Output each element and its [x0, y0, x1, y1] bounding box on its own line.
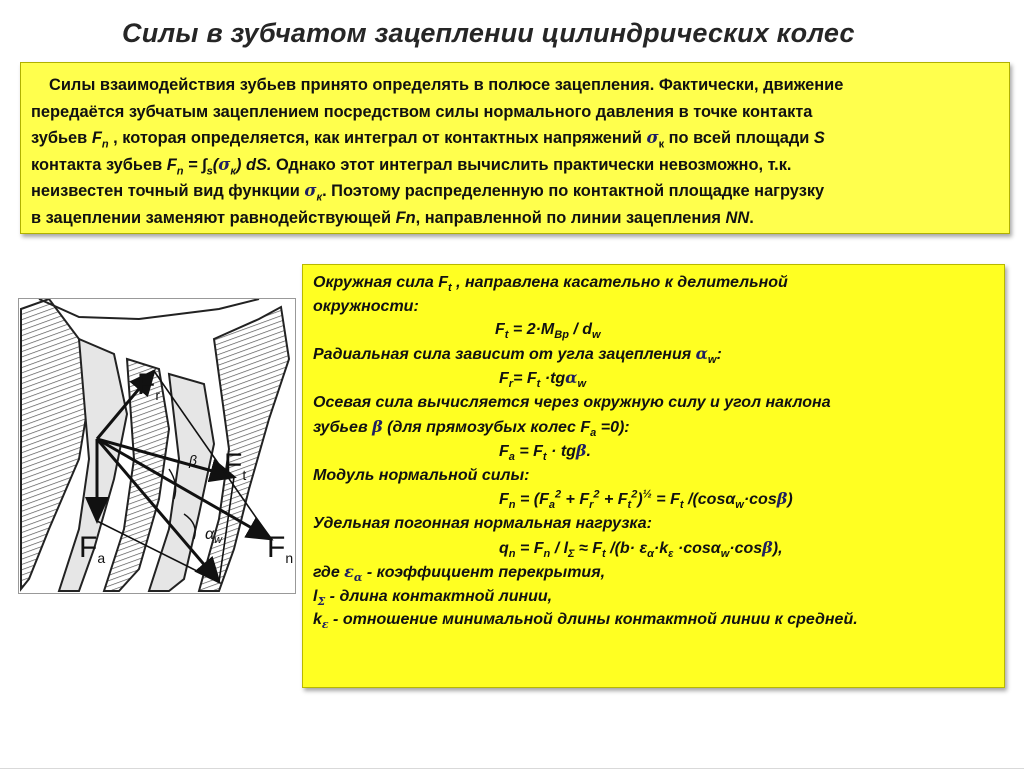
integral-formula: $F_n = \int_s(\sigma_к)$ dS.: [166, 154, 272, 177]
formula-line-13: где $\varepsilon_\alpha$ - коэффициент перекрытия,: [313, 562, 606, 585]
intro-line-1: Силы взаимодействия зубьев принято определять в полюсе зацепления. Фактически, движение: [49, 76, 844, 94]
intro-line-3: зубьев $F_n$ , которая определяется, как интеграл от контактных напряжений $\sigma_к$ по всей площади S: [31, 128, 825, 151]
intro-line-6: в зацеплении заменяют равнодействующей Fn, направленной по линии зацепления NN.: [31, 208, 754, 227]
intro-line-2: передаётся зубчатым зацеплением посредством силы нормального давления в точке контакта: [31, 102, 813, 121]
formulas-box: [302, 264, 1005, 688]
intro-line-4: контакта зубьев $F_n = \int_s(\sigma_к)$ dS. Однако этот интеграл вычислить практически невозможно, т.к.: [31, 154, 792, 177]
formula-Fr: $F_r= F_t \cdot tg\alpha_w$: [499, 368, 587, 391]
formula-line-6: Осевая сила вычисляется через окружную силу и угол наклона: [313, 393, 831, 411]
label-beta: β: [189, 452, 197, 468]
formula-Ft: $F_t = 2\cdot M_{Bp} / d_w$: [495, 321, 601, 342]
formula-line-4: Радиальная сила зависит от угла зацепления $\alpha_w$:: [313, 343, 722, 366]
formula-qn: $q_n = F_n / l_\Sigma \approx F_t$ $/(b\cdot \varepsilon_\alpha\cdot k_\varepsilon \cdot\cos\alpha_w\cdot\cos\beta)$,: [499, 537, 783, 560]
gear-forces-diagram: [18, 298, 296, 594]
formula-line-9: Модуль нормальной силы:: [313, 466, 530, 484]
slide-title: Силы в зубчатом зацеплении цилиндрических колес: [122, 18, 855, 48]
gear-teeth: [21, 299, 289, 591]
label-Fa: $F_a$: [79, 531, 106, 566]
formula-line-2: окружности:: [313, 297, 419, 315]
intro-text-box: [20, 62, 1010, 234]
formula-line-15: $k_\varepsilon$ - отношение минимальной длины контактной линии к средней.: [313, 611, 858, 632]
gear-forces-drawing: [19, 299, 295, 593]
label-Ft: $F_t$: [224, 448, 247, 483]
sigma-symbol: σ: [646, 128, 659, 147]
label-Fr: $F_r$: [137, 368, 160, 403]
label-Fn: $F_n$: [267, 531, 294, 566]
label-alpha: $\alpha_w$: [205, 526, 223, 546]
intro-line-5: неизвестен точный вид функции $\sigma_к$. Поэтому распределенную по контактной площадке нагрузку: [31, 181, 825, 204]
formula-line-14: $l_\Sigma$ - длина контактной линии,: [313, 587, 553, 608]
formula-line-11: Удельная погонная нормальная нагрузка:: [313, 514, 652, 532]
formula-line-7: зубьев β (для прямозубых колес $F_a =0$):: [313, 416, 630, 439]
formula-Fa: $F_a = F_t \cdot tg\beta$.: [499, 441, 591, 464]
formula-line-1: Окружная сила $F_t$ , направлена касательно к делительной: [313, 274, 788, 295]
formula-Fn: $F_n = (F_a^2 + F_r^2 + F_t^2)^{\frac{1}{2}} = F_t$ /(cosα$_w$·cosβ): [499, 489, 793, 512]
